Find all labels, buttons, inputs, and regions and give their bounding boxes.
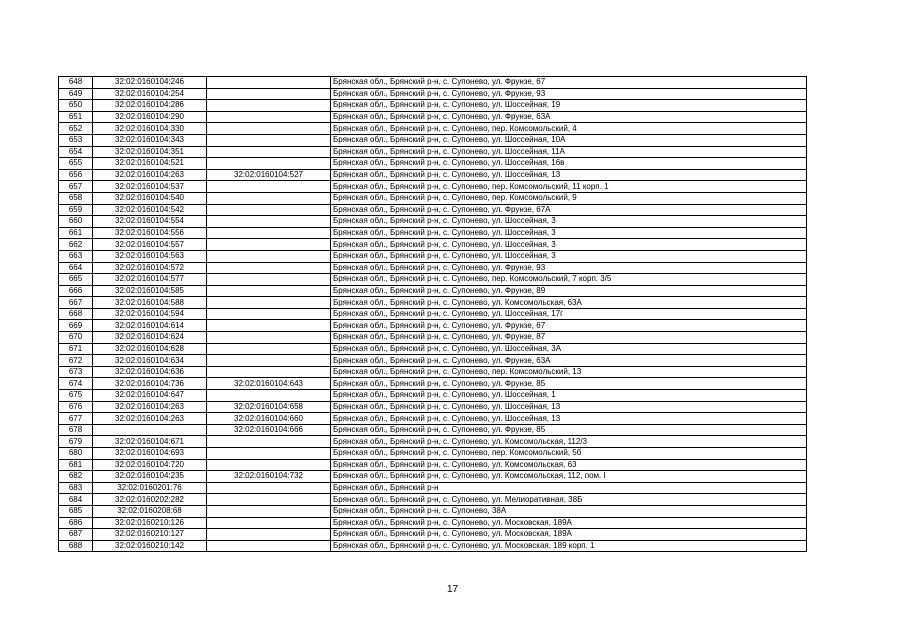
cadastral-number-cell: 32:02:0160210:126 bbox=[93, 517, 207, 529]
row-number-cell: 663 bbox=[59, 250, 93, 262]
row-number-cell: 680 bbox=[59, 448, 93, 460]
address-cell: Брянская обл., Брянский р-н, с. Супонево, ул. Комсомольская, 63 bbox=[331, 459, 807, 471]
related-cadastral-number-cell bbox=[207, 320, 331, 332]
row-number-cell: 650 bbox=[59, 100, 93, 112]
related-cadastral-number-cell bbox=[207, 482, 331, 494]
row-number-cell: 685 bbox=[59, 505, 93, 517]
row-number-cell: 674 bbox=[59, 378, 93, 390]
related-cadastral-number-cell bbox=[207, 250, 331, 262]
page-number: 17 bbox=[446, 584, 459, 595]
cadastral-number-cell: 32:02:0160210:127 bbox=[93, 529, 207, 541]
address-cell: Брянская обл., Брянский р-н, с. Супонево, ул. Комсомольская, 112/3 bbox=[331, 436, 807, 448]
related-cadastral-number-cell bbox=[207, 227, 331, 239]
cadastral-number-cell: 32:02:0160104:537 bbox=[93, 181, 207, 193]
table-row bbox=[59, 88, 807, 100]
address-cell: Брянская обл., Брянский р-н, с. Супонево, ул. Шоссейная, 3 bbox=[331, 216, 807, 228]
row-number-cell: 675 bbox=[59, 390, 93, 402]
table-row bbox=[59, 332, 807, 344]
related-cadastral-number-cell bbox=[207, 505, 331, 517]
row-number-cell: 661 bbox=[59, 227, 93, 239]
cadastral-number-cell: 32:02:0160104:286 bbox=[93, 100, 207, 112]
table-row bbox=[59, 297, 807, 309]
row-number-cell: 660 bbox=[59, 216, 93, 228]
cadastral-number-cell: 32:02:0160104:577 bbox=[93, 274, 207, 286]
table-row bbox=[59, 517, 807, 529]
table-row bbox=[59, 424, 807, 436]
table-row bbox=[59, 285, 807, 297]
related-cadastral-number-cell: 32:02:0160104:643 bbox=[207, 378, 331, 390]
cadastral-number-cell: 32:02:0160104:254 bbox=[93, 88, 207, 100]
row-number-cell: 652 bbox=[59, 123, 93, 135]
cadastral-number-cell: 32:02:0160104:594 bbox=[93, 308, 207, 320]
table-body bbox=[59, 77, 807, 552]
table-row bbox=[59, 192, 807, 204]
address-cell: Брянская обл., Брянский р-н, с. Супонево, ул. Шоссейная, 17г bbox=[331, 308, 807, 320]
cadastral-number-cell: 32:02:0160201:76 bbox=[93, 482, 207, 494]
table-row bbox=[59, 505, 807, 517]
related-cadastral-number-cell bbox=[207, 540, 331, 552]
related-cadastral-number-cell: 32:02:0160104:527 bbox=[207, 169, 331, 181]
table-row bbox=[59, 250, 807, 262]
related-cadastral-number-cell bbox=[207, 448, 331, 460]
table-row bbox=[59, 471, 807, 483]
related-cadastral-number-cell: 32:02:0160104:658 bbox=[207, 401, 331, 413]
table-row bbox=[59, 158, 807, 170]
address-cell: Брянская обл., Брянский р-н bbox=[331, 482, 807, 494]
cadastral-number-cell: 32:02:0160202:282 bbox=[93, 494, 207, 506]
address-cell: Брянская обл., Брянский р-н, с. Супонево, пер. Комсомольский, 11 корп. 1 bbox=[331, 181, 807, 193]
address-cell: Брянская обл., Брянский р-н, с. Супонево, ул. Шоссейная, 13 bbox=[331, 401, 807, 413]
related-cadastral-number-cell bbox=[207, 239, 331, 251]
cadastral-number-cell: 32:02:0160104:540 bbox=[93, 192, 207, 204]
address-cell: Брянская обл., Брянский р-н, с. Супонево, пер. Комсомольский, 5б bbox=[331, 448, 807, 460]
related-cadastral-number-cell bbox=[207, 274, 331, 286]
table-row bbox=[59, 343, 807, 355]
table-row bbox=[59, 378, 807, 390]
address-cell: Брянская обл., Брянский р-н, с. Супонево, ул. Комсомольская, 63А bbox=[331, 297, 807, 309]
table-row bbox=[59, 448, 807, 460]
cadastral-number-cell: 32:02:0160104:720 bbox=[93, 459, 207, 471]
table-row bbox=[59, 262, 807, 274]
cadastral-number-cell: 32:02:0160104:554 bbox=[93, 216, 207, 228]
row-number-cell: 655 bbox=[59, 158, 93, 170]
cadastral-number-cell: 32:02:0160104:614 bbox=[93, 320, 207, 332]
cadastral-number-cell: 32:02:0160104:563 bbox=[93, 250, 207, 262]
related-cadastral-number-cell: 32:02:0160104:732 bbox=[207, 471, 331, 483]
address-cell: Брянская обл., Брянский р-н, с. Супонево, ул. Шоссейная, 13 bbox=[331, 169, 807, 181]
related-cadastral-number-cell bbox=[207, 111, 331, 123]
related-cadastral-number-cell bbox=[207, 297, 331, 309]
cadastral-number-cell: 32:02:0160104:588 bbox=[93, 297, 207, 309]
table-row bbox=[59, 390, 807, 402]
table-row bbox=[59, 169, 807, 181]
address-cell: Брянская обл., Брянский р-н, с. Супонево, ул. Шоссейная, 1 bbox=[331, 390, 807, 402]
table-row bbox=[59, 239, 807, 251]
address-cell: Брянская обл., Брянский р-н, с. Супонево, ул. Московская, 189А bbox=[331, 529, 807, 541]
cadastral-number-cell: 32:02:0160104:290 bbox=[93, 111, 207, 123]
related-cadastral-number-cell bbox=[207, 366, 331, 378]
related-cadastral-number-cell bbox=[207, 494, 331, 506]
row-number-cell: 673 bbox=[59, 366, 93, 378]
row-number-cell: 666 bbox=[59, 285, 93, 297]
table-row bbox=[59, 436, 807, 448]
related-cadastral-number-cell bbox=[207, 204, 331, 216]
table-row bbox=[59, 123, 807, 135]
address-cell: Брянская обл., Брянский р-н, с. Супонево, ул. Фрунзе, 63А bbox=[331, 111, 807, 123]
related-cadastral-number-cell bbox=[207, 88, 331, 100]
cadastral-number-cell: 32:02:0160208:68 bbox=[93, 505, 207, 517]
table-row bbox=[59, 227, 807, 239]
address-cell: Брянская обл., Брянский р-н, с. Супонево, ул. Шоссейная, 19 bbox=[331, 100, 807, 112]
table-row bbox=[59, 366, 807, 378]
table-row bbox=[59, 181, 807, 193]
related-cadastral-number-cell bbox=[207, 517, 331, 529]
related-cadastral-number-cell bbox=[207, 158, 331, 170]
table-row bbox=[59, 494, 807, 506]
related-cadastral-number-cell: 32:02:0160104:660 bbox=[207, 413, 331, 425]
cadastral-number-cell: 32:02:0160104:263 bbox=[93, 413, 207, 425]
row-number-cell: 658 bbox=[59, 192, 93, 204]
related-cadastral-number-cell bbox=[207, 436, 331, 448]
cadastral-number-cell: 32:02:0160104:693 bbox=[93, 448, 207, 460]
cadastral-number-cell: 32:02:0160104:647 bbox=[93, 390, 207, 402]
address-cell: Брянская обл., Брянский р-н, с. Супонево, ул. Комсомольская, 112, пом. I bbox=[331, 471, 807, 483]
row-number-cell: 653 bbox=[59, 134, 93, 146]
address-cell: Брянская обл., Брянский р-н, с. Супонево, ул. Московская, 189 корп. 1 bbox=[331, 540, 807, 552]
cadastral-number-cell: 32:02:0160104:736 bbox=[93, 378, 207, 390]
related-cadastral-number-cell bbox=[207, 134, 331, 146]
table-row bbox=[59, 482, 807, 494]
related-cadastral-number-cell: 32:02:0160104:666 bbox=[207, 424, 331, 436]
cadastral-number-cell: 32:02:0160104:628 bbox=[93, 343, 207, 355]
row-number-cell: 681 bbox=[59, 459, 93, 471]
row-number-cell: 686 bbox=[59, 517, 93, 529]
row-number-cell: 657 bbox=[59, 181, 93, 193]
related-cadastral-number-cell bbox=[207, 216, 331, 228]
related-cadastral-number-cell bbox=[207, 459, 331, 471]
table-row bbox=[59, 146, 807, 158]
cadastral-number-cell: 32:02:0160104:351 bbox=[93, 146, 207, 158]
address-cell: Брянская обл., Брянский р-н, с. Супонево, ул. Фрунзе, 85 bbox=[331, 424, 807, 436]
table-row bbox=[59, 355, 807, 367]
address-cell: Брянская обл., Брянский р-н, с. Супонево, ул. Фрунзе, 67А bbox=[331, 204, 807, 216]
address-cell: Брянская обл., Брянский р-н, с. Супонево, пер. Комсомольский, 9 bbox=[331, 192, 807, 204]
related-cadastral-number-cell bbox=[207, 123, 331, 135]
table-row bbox=[59, 204, 807, 216]
address-cell: Брянская обл., Брянский р-н, с. Супонево, ул. Фрунзе, 93 bbox=[331, 88, 807, 100]
related-cadastral-number-cell bbox=[207, 181, 331, 193]
row-number-cell: 672 bbox=[59, 355, 93, 367]
cadastral-number-cell bbox=[93, 424, 207, 436]
address-cell: Брянская обл., Брянский р-н, с. Супонево, ул. Фрунзе, 93 bbox=[331, 262, 807, 274]
address-cell: Брянская обл., Брянский р-н, с. Супонево, ул. Шоссейная, 16в bbox=[331, 158, 807, 170]
row-number-cell: 649 bbox=[59, 88, 93, 100]
related-cadastral-number-cell bbox=[207, 343, 331, 355]
cadastral-table bbox=[58, 76, 807, 552]
address-cell: Брянская обл., Брянский р-н, с. Супонево, ул. Шоссейная, 13 bbox=[331, 413, 807, 425]
cadastral-number-cell: 32:02:0160104:235 bbox=[93, 471, 207, 483]
row-number-cell: 654 bbox=[59, 146, 93, 158]
address-cell: Брянская обл., Брянский р-н, с. Супонево, ул. Шоссейная, 11А bbox=[331, 146, 807, 158]
table-row bbox=[59, 320, 807, 332]
row-number-cell: 688 bbox=[59, 540, 93, 552]
cadastral-number-cell: 32:02:0160104:521 bbox=[93, 158, 207, 170]
cadastral-number-cell: 32:02:0160104:330 bbox=[93, 123, 207, 135]
row-number-cell: 683 bbox=[59, 482, 93, 494]
row-number-cell: 669 bbox=[59, 320, 93, 332]
table-row bbox=[59, 413, 807, 425]
cadastral-number-cell: 32:02:0160104:343 bbox=[93, 134, 207, 146]
address-cell: Брянская обл., Брянский р-н, с. Супонево, ул. Фрунзе, 63А bbox=[331, 355, 807, 367]
address-cell: Брянская обл., Брянский р-н, с. Супонево, пер. Комсомольский, 4 bbox=[331, 123, 807, 135]
address-cell: Брянская обл., Брянский р-н, с. Супонево, ул. Фрунзе, 67 bbox=[331, 77, 807, 89]
row-number-cell: 684 bbox=[59, 494, 93, 506]
related-cadastral-number-cell bbox=[207, 308, 331, 320]
related-cadastral-number-cell bbox=[207, 332, 331, 344]
address-cell: Брянская обл., Брянский р-н, с. Супонево, ул. Фрунзе, 67 bbox=[331, 320, 807, 332]
address-cell: Брянская обл., Брянский р-н, с. Супонево, 38А bbox=[331, 505, 807, 517]
related-cadastral-number-cell bbox=[207, 77, 331, 89]
cadastral-number-cell: 32:02:0160104:634 bbox=[93, 355, 207, 367]
table-row bbox=[59, 134, 807, 146]
row-number-cell: 667 bbox=[59, 297, 93, 309]
row-number-cell: 687 bbox=[59, 529, 93, 541]
row-number-cell: 664 bbox=[59, 262, 93, 274]
cadastral-number-cell: 32:02:0160104:542 bbox=[93, 204, 207, 216]
address-cell: Брянская обл., Брянский р-н, с. Супонево, ул. Московская, 189А bbox=[331, 517, 807, 529]
table-row bbox=[59, 401, 807, 413]
cadastral-number-cell: 32:02:0160104:624 bbox=[93, 332, 207, 344]
row-number-cell: 671 bbox=[59, 343, 93, 355]
row-number-cell: 678 bbox=[59, 424, 93, 436]
address-cell: Брянская обл., Брянский р-н, с. Супонево, ул. Мелиоративная, 38Б bbox=[331, 494, 807, 506]
address-cell: Брянская обл., Брянский р-н, с. Супонево, ул. Шоссейная, 3 bbox=[331, 250, 807, 262]
address-cell: Брянская обл., Брянский р-н, с. Супонево, ул. Шоссейная, 3 bbox=[331, 239, 807, 251]
related-cadastral-number-cell bbox=[207, 355, 331, 367]
row-number-cell: 656 bbox=[59, 169, 93, 181]
cadastral-number-cell: 32:02:0160210:142 bbox=[93, 540, 207, 552]
cadastral-number-cell: 32:02:0160104:636 bbox=[93, 366, 207, 378]
table-row bbox=[59, 111, 807, 123]
row-number-cell: 659 bbox=[59, 204, 93, 216]
cadastral-number-cell: 32:02:0160104:263 bbox=[93, 401, 207, 413]
table-row bbox=[59, 216, 807, 228]
row-number-cell: 682 bbox=[59, 471, 93, 483]
row-number-cell: 668 bbox=[59, 308, 93, 320]
table-row bbox=[59, 459, 807, 471]
related-cadastral-number-cell bbox=[207, 192, 331, 204]
row-number-cell: 662 bbox=[59, 239, 93, 251]
address-cell: Брянская обл., Брянский р-н, с. Супонево, ул. Шоссейная, 3 bbox=[331, 227, 807, 239]
table-row bbox=[59, 308, 807, 320]
table-row bbox=[59, 274, 807, 286]
row-number-cell: 648 bbox=[59, 77, 93, 89]
row-number-cell: 677 bbox=[59, 413, 93, 425]
address-cell: Брянская обл., Брянский р-н, с. Супонево, ул. Фрунзе, 89 bbox=[331, 285, 807, 297]
cadastral-number-cell: 32:02:0160104:557 bbox=[93, 239, 207, 251]
cadastral-number-cell: 32:02:0160104:671 bbox=[93, 436, 207, 448]
related-cadastral-number-cell bbox=[207, 390, 331, 402]
table-row bbox=[59, 540, 807, 552]
cadastral-number-cell: 32:02:0160104:246 bbox=[93, 77, 207, 89]
related-cadastral-number-cell bbox=[207, 146, 331, 158]
address-cell: Брянская обл., Брянский р-н, с. Супонево, ул. Фрунзе, 87 bbox=[331, 332, 807, 344]
row-number-cell: 679 bbox=[59, 436, 93, 448]
address-cell: Брянская обл., Брянский р-н, с. Супонево, пер. Комсомольский, 13 bbox=[331, 366, 807, 378]
related-cadastral-number-cell bbox=[207, 100, 331, 112]
row-number-cell: 665 bbox=[59, 274, 93, 286]
row-number-cell: 670 bbox=[59, 332, 93, 344]
address-cell: Брянская обл., Брянский р-н, с. Супонево, ул. Шоссейная, 10А bbox=[331, 134, 807, 146]
table-row bbox=[59, 529, 807, 541]
address-cell: Брянская обл., Брянский р-н, с. Супонево, ул. Шоссейная, 3А bbox=[331, 343, 807, 355]
cadastral-number-cell: 32:02:0160104:585 bbox=[93, 285, 207, 297]
related-cadastral-number-cell bbox=[207, 285, 331, 297]
table-row bbox=[59, 100, 807, 112]
table-row bbox=[59, 77, 807, 89]
address-cell: Брянская обл., Брянский р-н, с. Супонево, ул. Фрунзе, 85 bbox=[331, 378, 807, 390]
row-number-cell: 676 bbox=[59, 401, 93, 413]
cadastral-number-cell: 32:02:0160104:556 bbox=[93, 227, 207, 239]
address-cell: Брянская обл., Брянский р-н, с. Супонево, пер. Комсомольский, 7 корп. 3/5 bbox=[331, 274, 807, 286]
related-cadastral-number-cell bbox=[207, 529, 331, 541]
cadastral-number-cell: 32:02:0160104:572 bbox=[93, 262, 207, 274]
related-cadastral-number-cell bbox=[207, 262, 331, 274]
row-number-cell: 651 bbox=[59, 111, 93, 123]
cadastral-number-cell: 32:02:0160104:263 bbox=[93, 169, 207, 181]
